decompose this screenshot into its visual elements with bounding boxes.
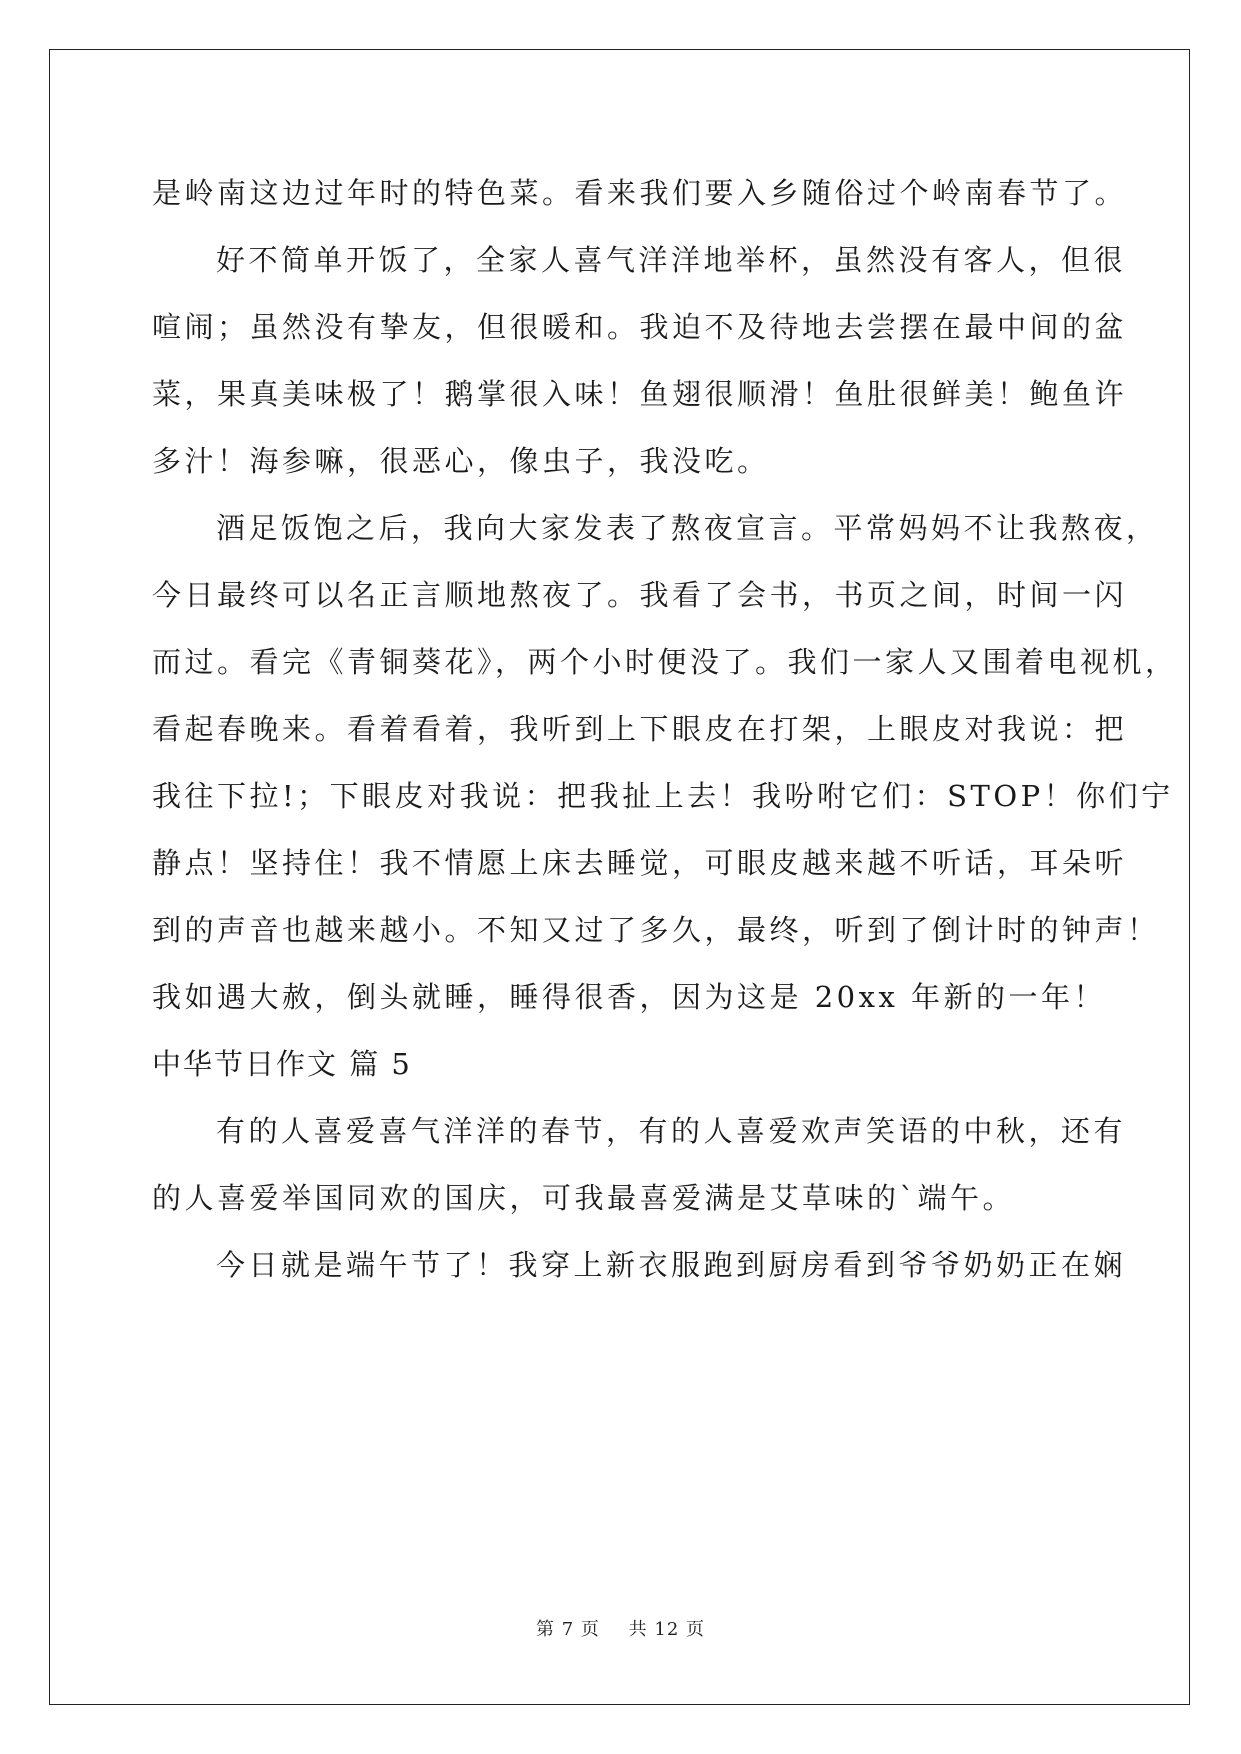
text-line: 菜，果真美味极了！鹅掌很入味！鱼翅很顺滑！鱼肚很鲜美！鲍鱼许: [152, 377, 1128, 411]
section-heading: 中华节日作文 篇 5: [152, 1047, 412, 1081]
text-line: 静点！坚持住！我不情愿上床去睡觉，可眼皮越来越不听话，耳朵听: [152, 846, 1128, 880]
text-line: 我如遇大赦，倒头就睡，睡得很香，因为这是 20xx 年新的一年！: [152, 980, 1107, 1014]
page-number: 第 7 页: [536, 1619, 600, 1640]
text-line: 今日最终可以名正言顺地熬夜了。我看了会书，书页之间，时间一闪: [152, 578, 1128, 612]
text-line: 有的人喜爱喜气洋洋的春节，有的人喜爱欢声笑语的中秋，还有: [216, 1114, 1127, 1148]
text-line: 喧闹；虽然没有挚友，但很暖和。我迫不及待地去尝摆在最中间的盆: [152, 310, 1128, 344]
text-line: 看起春晚来。看着看着，我听到上下眼皮在打架，上眼皮对我说：把: [152, 712, 1128, 746]
text-line: 我往下拉!；下眼皮对我说：把我扯上去！我吩咐它们：STOP！你们宁: [152, 779, 1174, 813]
document-body: [152, 160, 1178, 1299]
text-line: 好不简单开饭了，全家人喜气洋洋地举杯，虽然没有客人，但很: [216, 243, 1127, 277]
text-line: 而过。看完《青铜葵花》，两个小时便没了。我们一家人又围着电视机，: [152, 645, 1178, 679]
text-line: 的人喜爱举国同欢的国庆，可我最喜爱满是艾草味的`端午。: [152, 1181, 1016, 1215]
page-total: 共 12 页: [628, 1619, 705, 1640]
page-footer: [0, 1615, 1241, 1641]
text-line: 多汁！海参嘛，很恶心，像虫子，我没吃。: [152, 444, 770, 478]
text-line: 今日就是端午节了！我穿上新衣服跑到厨房看到爷爷奶奶正在娴: [216, 1248, 1127, 1282]
text-line: 到的声音也越来越小。不知又过了多久，最终，听到了倒计时的钟声！: [152, 913, 1160, 947]
text-line: 是岭南这边过年时的特色菜。看来我们要入乡随俗过个岭南春节了。: [152, 176, 1128, 210]
text-line: 酒足饭饱之后，我向大家发表了熬夜宣言。平常妈妈不让我熬夜，: [216, 511, 1159, 545]
